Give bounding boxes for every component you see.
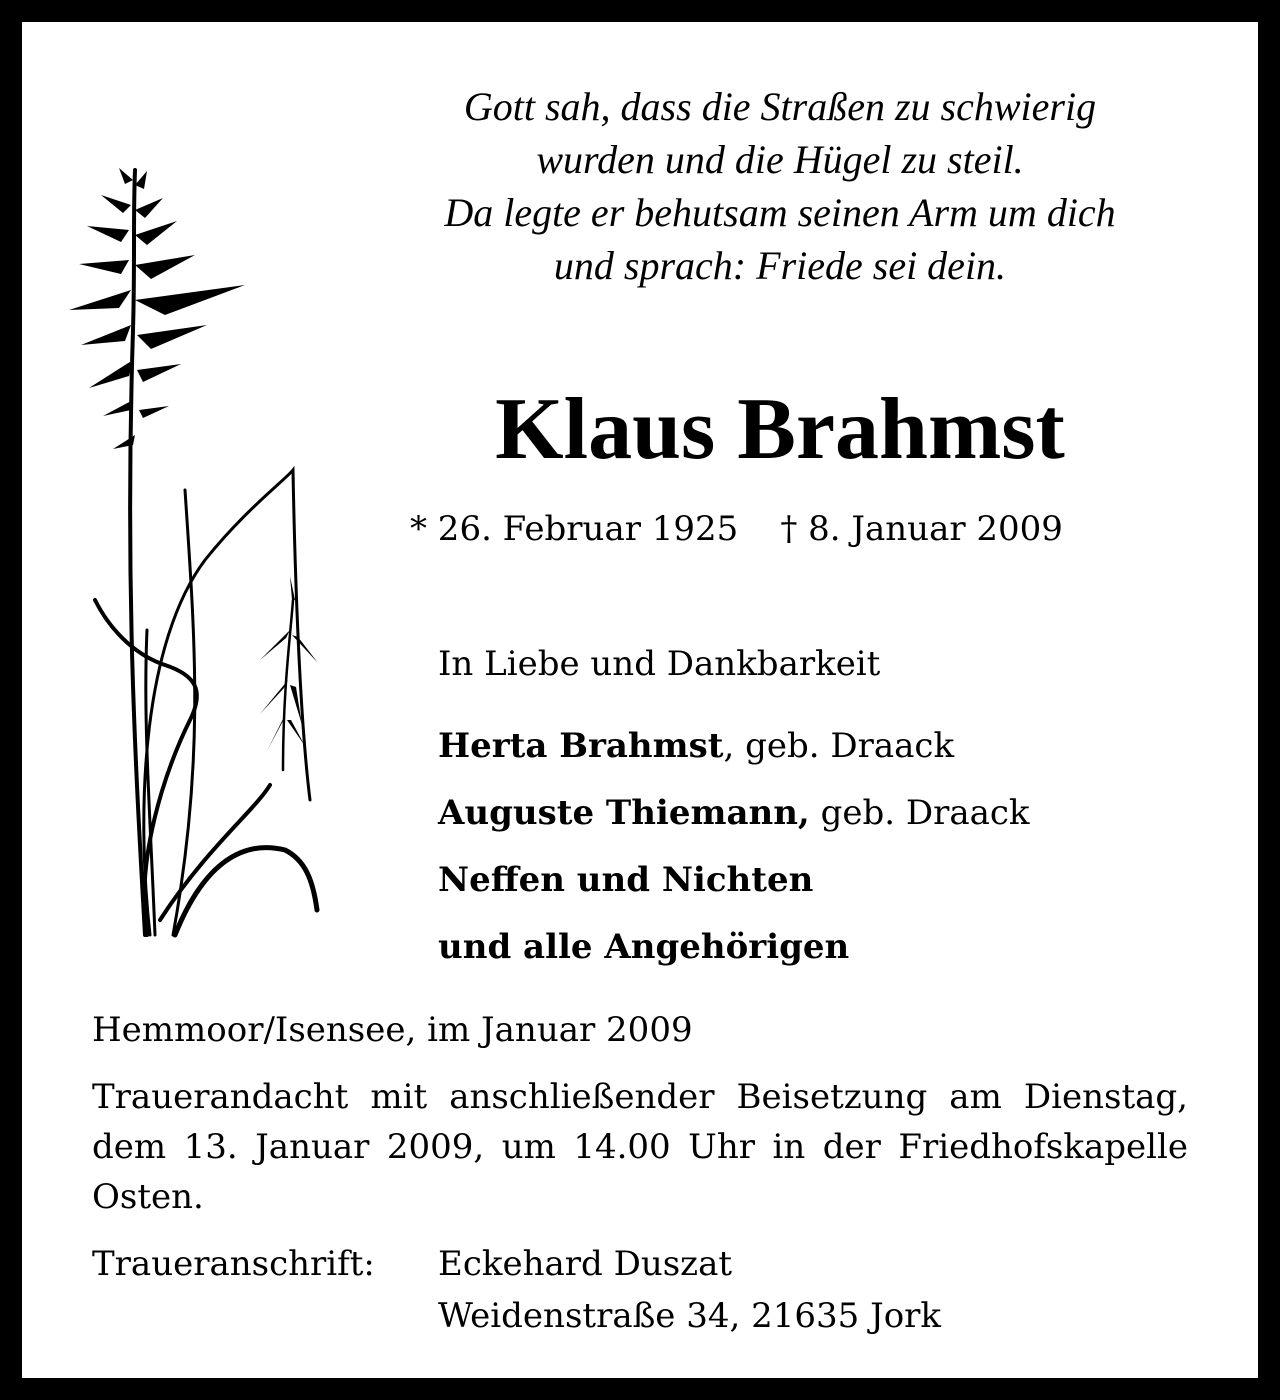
mourner-name: und alle Angehörigen xyxy=(438,927,850,967)
place-date: Hemmoor/Isensee, im Januar 2009 xyxy=(92,1010,693,1050)
grass-illustration-icon xyxy=(55,160,335,950)
address-line: Eckehard Duszat xyxy=(438,1244,733,1284)
mourner-entry xyxy=(438,925,1218,969)
mourner-entry xyxy=(438,791,1218,835)
poem-line: und sprach: Friede sei dein. xyxy=(553,243,1007,288)
mourner-entry xyxy=(438,724,1218,768)
poem-line: Gott sah, dass die Straßen zu schwierig xyxy=(463,84,1097,129)
mourner-suffix: , geb. Draack xyxy=(723,726,955,766)
mourner-entry xyxy=(438,858,1218,902)
death-date: † 8. Januar 2009 xyxy=(780,509,1063,549)
poem-line: wurden und die Hügel zu steil. xyxy=(536,137,1024,182)
poem xyxy=(360,80,1200,292)
mourners-intro: In Liebe und Dankbarkeit xyxy=(438,644,881,684)
poem-line: Da legte er behutsam seinen Arm um dich xyxy=(444,190,1116,235)
address-lines xyxy=(438,1238,941,1342)
mourner-name: Auguste Thiemann, xyxy=(438,793,810,833)
address-label: Traueranschrift: xyxy=(92,1244,375,1284)
life-dates xyxy=(410,507,1170,551)
address-line: Weidenstraße 34, 21635 Jork xyxy=(438,1296,942,1336)
mourner-name: Herta Brahmst xyxy=(438,726,724,766)
ceremony-info: Trauerandacht mit anschließender Beisetzung am Dienstag, dem 13. Januar 2009, um 14.00 Uhr in der Friedhofskapelle Osten. xyxy=(92,1077,1188,1217)
mourner-suffix: geb. Draack xyxy=(809,793,1030,833)
birth-date: * 26. Februar 1925 xyxy=(410,509,739,549)
deceased-name: Klaus Brahmst xyxy=(495,381,1065,478)
mourners-block xyxy=(438,642,1218,992)
mourner-name: Neffen und Nichten xyxy=(438,860,814,900)
